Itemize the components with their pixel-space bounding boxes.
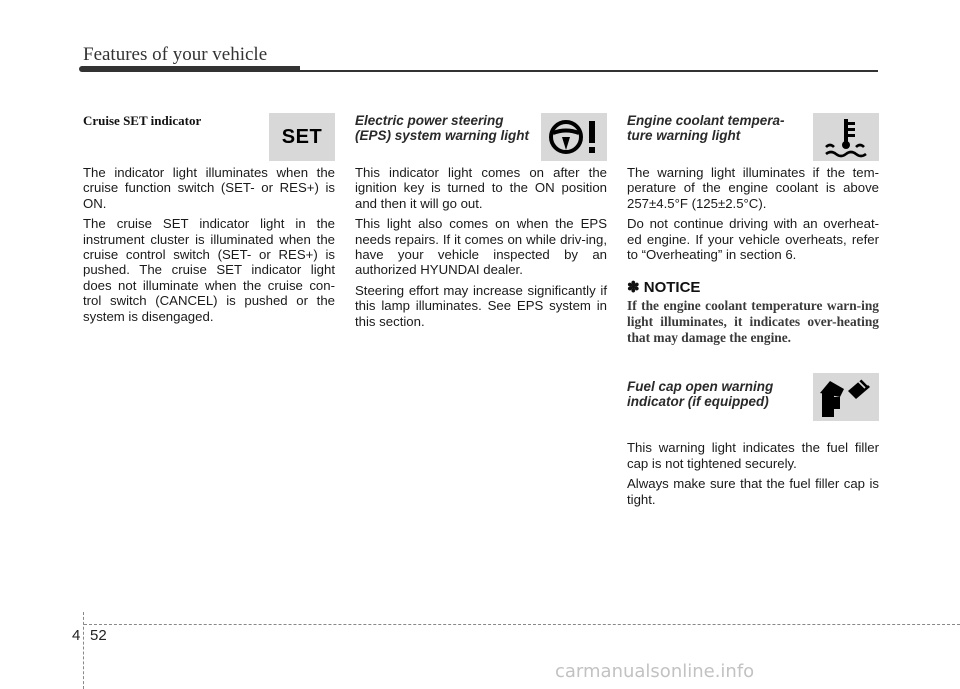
watermark: carmanualsonline.info	[555, 661, 755, 682]
body-paragraph: Do not continue driving with an overheat-ed engine. If your vehicle overheats, refer to “Overheating” in section 6.	[627, 216, 879, 263]
notice-heading: ✽ NOTICE	[627, 279, 701, 297]
body-paragraph: The cruise SET indicator light in the instrument cluster is illuminated when the cruise control switch (SET- or RES+) is pushed. The cruise SET indicator light does not illuminate when the cruise con-trol switch (CANCEL) is pushed or the system is disengaged.	[83, 216, 335, 324]
section-coolant-warning	[627, 110, 879, 512]
fuel-cap-heading-row	[627, 376, 879, 440]
section-eps-warning	[355, 110, 607, 334]
section-title-line: indicator (if equipped)	[627, 394, 769, 410]
footer-divider-horizontal	[84, 624, 960, 625]
fuel-cap-open-icon	[813, 373, 879, 421]
set-icon-label: SET	[281, 125, 323, 148]
chapter-number: 4	[72, 627, 81, 644]
section-title-line: ture warning light	[627, 128, 741, 143]
section-title	[355, 113, 529, 143]
header-rule-thick	[79, 66, 300, 72]
notice-text: If the engine coolant temperature warn-ing light illuminates, it indicates over-heating that may damage the engine.	[627, 298, 879, 346]
section-heading-row	[627, 110, 879, 165]
section-title	[627, 113, 785, 143]
body-paragraph: This warning light indicates the fuel filler cap is not tightened securely.	[627, 440, 879, 471]
body-paragraph: This indicator light comes on after the ignition key is turned to the ON position and then it will go out.	[355, 165, 607, 211]
body-paragraph: Always make sure that the fuel filler cap is tight.	[627, 476, 879, 507]
section-heading-row	[355, 110, 607, 165]
section-title-line: Fuel cap open warning	[627, 379, 774, 395]
body-paragraph: The indicator light illuminates when the cruise function switch (SET- or RES+) is ON.	[83, 165, 335, 211]
section-title-line: Electric power steering	[355, 113, 504, 128]
section-heading-row	[83, 110, 335, 165]
section-title	[627, 379, 773, 409]
coolant-temperature-icon	[813, 113, 879, 161]
section-title-line: (EPS) system warning light	[355, 128, 530, 143]
page-header-title: Features of your vehicle	[83, 44, 268, 65]
steering-wheel-warning-icon	[541, 113, 607, 161]
body-paragraph: The warning light illuminates if the tem-perature of the engine coolant is above 257±4.5°F (125±2.5°C).	[627, 165, 879, 211]
page-number: 52	[90, 627, 107, 644]
set-indicator-icon	[269, 113, 335, 161]
header-rule-thin	[300, 70, 878, 72]
body-paragraph: This light also comes on when the EPS needs repairs. If it comes on while driv-ing, have your vehicle inspected by an authorized HYUNDAI dealer.	[355, 216, 607, 278]
section-title-line: Engine coolant tempera-	[627, 113, 785, 128]
body-paragraph: Steering effort may increase significantly if this lamp illuminates. See EPS system in this section.	[355, 282, 607, 329]
section-title: Cruise SET indicator	[83, 113, 202, 128]
section-cruise-set	[83, 110, 335, 329]
